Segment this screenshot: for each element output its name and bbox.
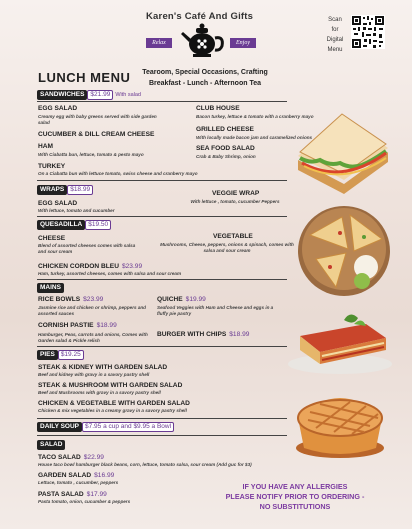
menu-item-desc: Bacon turkey, lettuce & tomato with a cranberry mayo bbox=[196, 114, 314, 119]
section-header-quesadilla bbox=[37, 220, 111, 230]
tagline bbox=[140, 67, 270, 89]
divider bbox=[37, 216, 287, 217]
section-price: $18.99 bbox=[67, 185, 93, 195]
menu-item-desc: On a Ciabatta bun with lettuce tomato, swiss cheese and cranberry mayo bbox=[38, 171, 198, 176]
section-header-salad bbox=[37, 440, 65, 450]
banner-left: Relax bbox=[146, 38, 172, 48]
section-header-sandwiches bbox=[37, 90, 141, 100]
menu-item-price: $23.99 bbox=[83, 296, 104, 303]
menu-item-name: VEGGIE WRAP bbox=[212, 190, 260, 197]
allergy-line: PLEASE NOTIFY PRIOR TO ORDERING - bbox=[225, 492, 365, 501]
section-label: PIES bbox=[37, 350, 58, 360]
menu-item-desc: Hamburger, Peas, carrots and onions, Comes with Garden salad & Pickle relish bbox=[38, 332, 148, 343]
menu-item-name bbox=[157, 331, 249, 338]
section-price: $7.95 a cup and $9.95 a Bowl bbox=[82, 422, 174, 432]
menu-item-label: GARDEN SALAD bbox=[38, 472, 92, 479]
section-label: MAINS bbox=[37, 283, 64, 293]
menu-item-desc: Seafood Veggies with Ham and Cheese and eggs in a fluffy pie pastry bbox=[157, 305, 274, 316]
section-price: $21.99 bbox=[87, 90, 113, 100]
section-header-wraps bbox=[37, 185, 93, 195]
divider bbox=[37, 418, 287, 419]
section-label: SANDWICHES bbox=[37, 90, 87, 100]
menu-item-price: $17.99 bbox=[86, 491, 107, 498]
tagline-line: Breakfast - Lunch - Afternoon Tea bbox=[148, 80, 261, 87]
section-header-pies bbox=[37, 350, 84, 360]
menu-item-desc: With lettuce, tomato and cucumber bbox=[38, 208, 115, 213]
scan-line: Menu bbox=[327, 47, 343, 53]
menu-item-name: EGG SALAD bbox=[38, 105, 78, 112]
allergy-line: IF YOU HAVE ANY ALLERGIES bbox=[242, 482, 348, 491]
menu-item-desc: Chicken & mix vegetables in a creamy gravy in a savory pastry shell bbox=[38, 408, 187, 413]
tagline-line: Tearoom, Special Occasions, Crafting bbox=[142, 69, 268, 76]
page-title: LUNCH MENU bbox=[38, 70, 131, 85]
section-label: WRAPS bbox=[37, 185, 67, 195]
menu-item-desc: Mushrooms, Cheese, peppers, onions & spinach, comes with salsa and sour cream bbox=[160, 242, 294, 253]
menu-item-name bbox=[157, 296, 206, 303]
sandwich-image bbox=[292, 108, 392, 200]
menu-item-price: $16.99 bbox=[94, 472, 115, 479]
brand-name: Karen's Café And Gifts bbox=[146, 11, 254, 22]
menu-item-label: QUICHE bbox=[157, 296, 183, 303]
menu-item-label: TACO SALAD bbox=[38, 454, 81, 461]
menu-item-name bbox=[38, 454, 104, 461]
quesadilla-image bbox=[296, 201, 392, 299]
section-label: DAILY SOUP bbox=[37, 422, 82, 432]
lasagna-image bbox=[286, 306, 394, 376]
teapot-icon bbox=[179, 22, 225, 58]
divider bbox=[37, 346, 287, 347]
menu-item-price: $18.99 bbox=[96, 322, 117, 329]
section-note: With salad bbox=[115, 92, 141, 98]
pie-image bbox=[290, 378, 390, 462]
menu-item-label: PASTA SALAD bbox=[38, 491, 84, 498]
menu-item-desc: Creamy egg with baby greens served with side garden salad bbox=[38, 114, 157, 125]
menu-item-name: CUCUMBER & DILL CREAM CHEESE bbox=[38, 131, 155, 138]
menu-item-name: TURKEY bbox=[38, 163, 66, 170]
menu-item-desc: Blend of assorted cheeses comes with salsa and sour cream bbox=[38, 243, 136, 254]
section-label: QUESADILLA bbox=[37, 220, 85, 230]
section-price: $19.25 bbox=[58, 350, 84, 360]
menu-item-name: CHEESE bbox=[38, 235, 66, 242]
qr-code[interactable] bbox=[351, 15, 385, 49]
menu-item-price: $22.99 bbox=[83, 454, 104, 461]
scan-line: Scan bbox=[328, 17, 342, 23]
menu-item-desc: With Ciabatta bun, lettuce, tomato & pesto mayo bbox=[38, 152, 144, 157]
divider bbox=[37, 101, 287, 102]
menu-item-desc: Lettuce, tomato , cucumber, peppers bbox=[38, 480, 119, 485]
divider bbox=[37, 279, 287, 280]
divider bbox=[37, 180, 287, 181]
menu-item-label: CORNISH PASTIE bbox=[38, 322, 94, 329]
menu-item-name: VEGETABLE bbox=[213, 233, 253, 240]
menu-item-name: STEAK & MUSHROOM WITH GARDEN SALAD bbox=[38, 382, 183, 389]
scan-line: for bbox=[331, 27, 339, 33]
menu-item-desc: Ham, turkey, assorted cheeses, comes with salsa and sour cream bbox=[38, 271, 182, 276]
menu-item-name: GRILLED CHEESE bbox=[196, 126, 254, 133]
menu-item-price: $18.99 bbox=[229, 331, 250, 338]
menu-item-name bbox=[38, 472, 114, 479]
scan-instructions bbox=[323, 15, 347, 55]
menu-item-name bbox=[38, 322, 117, 329]
menu-item-name bbox=[38, 263, 142, 270]
section-header-mains bbox=[37, 283, 64, 293]
menu-item-name: SEA FOOD SALAD bbox=[196, 145, 255, 152]
menu-item-name: CHICKEN & VEGETABLE WITH GARDEN SALAD bbox=[38, 400, 190, 407]
menu-item-desc: Beef and kidney with gravy in a savory pastry shell bbox=[38, 372, 150, 377]
menu-item-price: $19.99 bbox=[185, 296, 206, 303]
section-label: SALAD bbox=[37, 440, 65, 450]
menu-item-label: CHICKEN CORDON BLEU bbox=[38, 263, 119, 270]
menu-item-name: EGG SALAD bbox=[38, 200, 78, 207]
menu-item-name: CLUB HOUSE bbox=[196, 105, 240, 112]
allergy-notice bbox=[200, 482, 390, 512]
banner-right: Enjoy bbox=[230, 38, 256, 48]
menu-item-desc: Pasta tomato, onion, cucumber & peppers bbox=[38, 499, 131, 504]
menu-item-desc: Jasmine rice and chicken or shrimp, peppers and assorted sauces bbox=[38, 305, 146, 316]
menu-item-name: STEAK & KIDNEY WITH GARDEN SALAD bbox=[38, 364, 168, 371]
menu-item-name bbox=[38, 491, 107, 498]
allergy-line: NO SUBSTITUTIONS bbox=[259, 502, 331, 511]
menu-item-desc: Crab & Baby Shrimp, onion bbox=[196, 154, 256, 159]
menu-item-name: HAM bbox=[38, 143, 54, 150]
menu-item-name bbox=[38, 296, 103, 303]
scan-line: Digital bbox=[326, 37, 344, 43]
section-header-daily-soup bbox=[37, 422, 174, 432]
divider bbox=[37, 435, 287, 436]
menu-item-price: $23.99 bbox=[121, 263, 143, 270]
menu-item-label: BURGER WITH CHIPS bbox=[157, 331, 227, 338]
section-price: $19.50 bbox=[85, 220, 111, 230]
menu-item-desc: Beef and Mushrooms with gravy in a savory pastry shell bbox=[38, 390, 161, 395]
menu-item-desc: With lettuce , tomato, cucumber Peppers bbox=[190, 199, 280, 204]
menu-item-label: RICE BOWLS bbox=[38, 296, 81, 303]
menu-item-desc: With locally made bacon jam and caramelized onions bbox=[196, 135, 313, 140]
menu-item-desc: House taco bowl hamburger black beans, corn, lettuce, tomato salsa, sour cream (Add guc for $3) bbox=[38, 462, 252, 467]
